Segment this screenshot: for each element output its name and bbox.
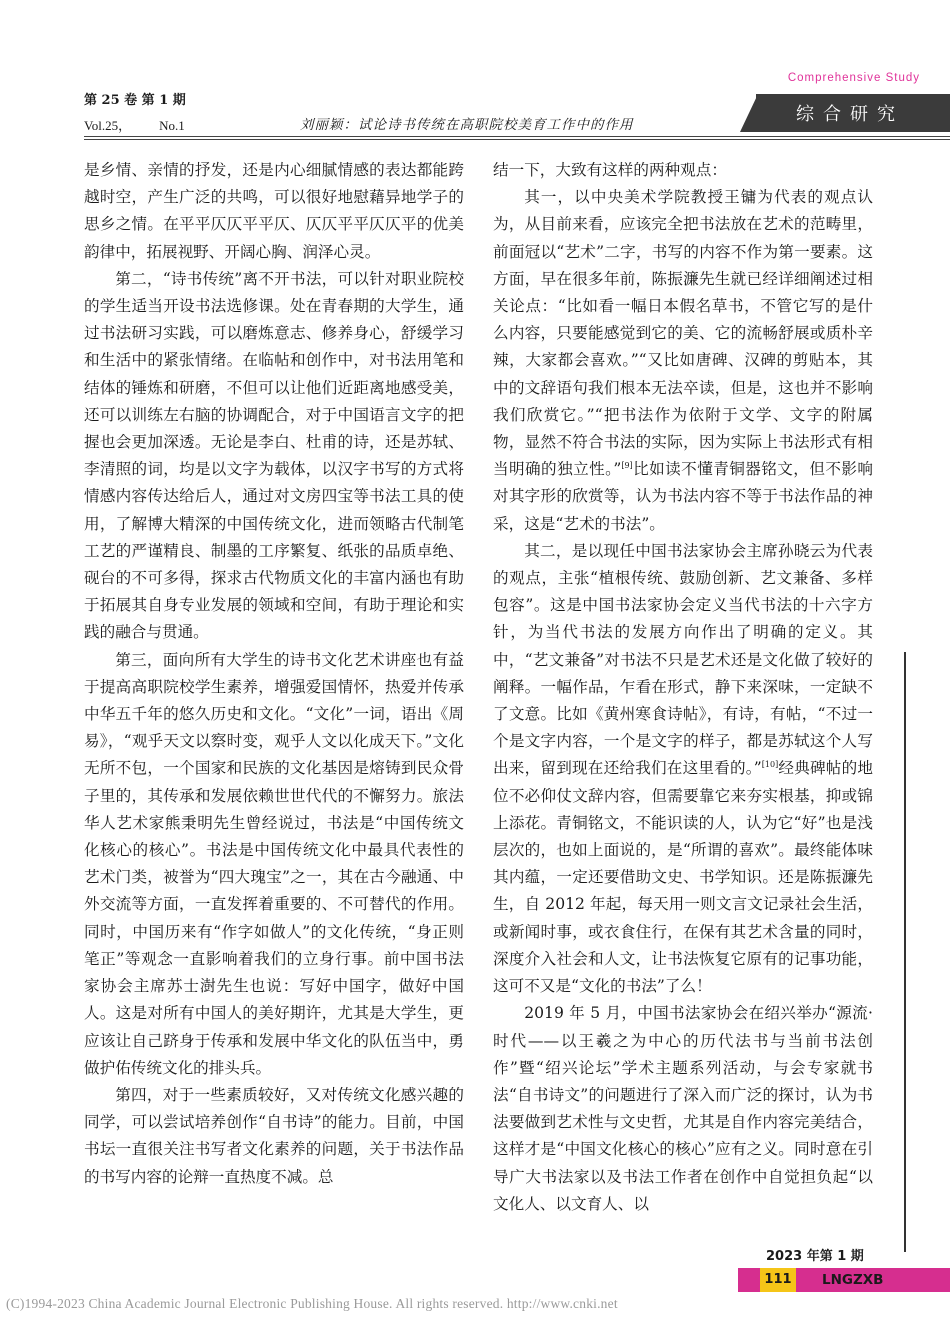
body-paragraph: 结一下，大致有这样的两种观点： <box>493 161 727 179</box>
body-paragraph: 第二，“诗书传统”离不开书法，可以针对职业院校的学生适当开设书法选修课。处在青春期的大学生，通过书法研习实践，可以磨炼意志、修养身心，舒缓学习和生活中的紧张情绪。在临帖和创作中，对书法用笔和结体的锤炼和研磨，不但可以让他们近距离地感受美，还可以训练左右脑的协调配合，对于中国语言文字的把握也会更加深透。无论是李白、杜甫的诗，还是苏轼、李清照的词，均是以文字为载体，以汉字书写的方式将情感内容传达给后人，通过对文房四宝等书法工具的使用，了解博大精深的中国传统文化，进而领略古代制笔工艺的严谨精良、制墨的工序繁复、纸张的品质卓绝、砚台的不可多得，探求古代物质文化的丰富内涵也有助于拓展其自身专业发展的领域和空间，有助于理论和实践的融合与贯通。 <box>84 269 464 642</box>
body-paragraph: 第三，面向所有大学生的诗书文化艺术讲座也有益于提高高职院校学生素养，增强爱国情怀，热爱并传承中华五千年的悠久历史和文化。“文化”一词，语出《周易》，“观乎天文以察时变，观乎人文以化成天下。”文化无所不包，一个国家和民族的文化基因是熔铸到民众骨子里的，其传承和发展依赖世世代代的不懈努力。旅法华人艺术家熊秉明先生曾经说过，书法是“中国传统文化核心的核心”。书法是中国传统文化中最具代表性的艺术门类，被誉为“四大瑰宝”之一，其在古今融通、中外交流等方面，一直发挥着重要的、不可替代的作用。同时，中国历来有“作字如做人”的文化传统，“身正则笔正”等观念一直影响着我们的立身行事。前中国书法家协会主席苏士澍先生也说：写好中国字，做好中国人。这是对所有中国人的美好期许，尤其是大学生，更应该让自己跻身于传承和发展中华文化的队伍当中，勇做护佑传统文化的排头兵。 <box>84 650 464 1077</box>
right-column <box>493 157 873 1218</box>
section-label-zh: 综合研究 <box>796 104 904 125</box>
issue-en: No.1 <box>159 118 185 133</box>
page-number: 111 <box>760 1268 796 1292</box>
header-divider-secondary <box>84 139 950 140</box>
body-paragraph: 2019 年 5 月，中国书法家协会在绍兴举办“源流·时代——以王羲之为中心的历代法书与当前书法创作”暨“绍兴论坛”学术主题系列活动，与会专家就书法“自书诗文”的问题进行了深入而广泛的探讨，认为书法要做到艺术性与文史哲，尤其是自作内容完美结合，这样才是“中国文化核心的核心”应有之义。同时意在引导广大书法家以及书法工作者在创作中自觉担负起“以文化人、以文育人、以 <box>493 1004 873 1213</box>
header-divider <box>84 136 950 137</box>
left-column <box>84 157 464 1191</box>
body-paragraph: 是乡情、亲情的抒发，还是内心细腻情感的表达都能跨越时空，产生广泛的共鸣，可以很好地慰藉异地学子的思乡之情。在平平仄仄平平仄、仄仄平平仄仄平的优美韵律中，拓展视野、开阔心胸、润泽心灵。 <box>84 161 464 261</box>
citation-ref[interactable]: [10] <box>761 760 779 770</box>
volume-en: Vol.25， <box>84 118 132 133</box>
paragraph-text: 比如读不懂青铜器铭文，但不影响对其字形的欣赏等，认为书法内容不等于书法作品的神采，这是“艺术的书法”。 <box>493 460 873 533</box>
copyright-notice: (C)1994-2023 China Academic Journal Electronic Publishing House. All rights reserved. http://www.cnki.net <box>6 1296 618 1311</box>
paragraph-text: 其二，是以现任中国书法家协会主席孙晓云为代表的观点，主张“植根传统、鼓励创新、艺文兼备、多样包容”。这是中国书法家协会定义当代书法的十六字方针，为当代书法的发展方向作出了明确的定义。其中，“艺文兼备”对书法不只是艺术还是文化做了较好的阐释。一幅作品，乍看在形式，静下来深味，一定缺不了文意。比如《黄州寒食诗帖》，有诗，有帖，“不过一个是文字内容，一个是文字的样子，都是苏轼这个人写出来，留到现在还给我们在这里看的。” <box>493 541 873 778</box>
citation-ref[interactable]: [9] <box>621 461 633 471</box>
volume-issue: 第 25 卷 第 1 期 <box>84 93 186 108</box>
margin-rule <box>904 652 906 1252</box>
paragraph-text: 其一，以中央美术学院教授王镛为代表的观点认为，从目前来看，应该完全把书法放在艺术的范畴里，前面冠以“艺术”二字，书写的内容不作为第一要素。这方面，早在很多年前，陈振濂先生就已经详细阐述过相关论点：“比如看一幅日本假名草书，不管它写的是什么内容，只要能感觉到它的美、它的流畅舒展或质朴辛辣，大家都会喜欢。”“又比如唐碑、汉碑的剪贴本，其中的文辞语句我们根本无法卒读，但是，这也并不影响我们欣赏它。”“把书法作为依附于文学、文字的附属物，显然不符合书法的实际，因为实际上书法形式有相当明确的独立性。” <box>493 188 873 479</box>
footer-issue: 2023 年第 1 期 <box>766 1249 864 1264</box>
volume-issue-en <box>84 117 213 135</box>
body-paragraph: 第四，对于一些素质较好，又对传统文化感兴趣的同学，可以尝试培养创作“自书诗”的能力。目前，中国书坛一直很关注书写者文化素养的问题，关于书法作品的书写内容的论辩一直热度不减。总 <box>84 1085 464 1186</box>
body-paragraph <box>493 184 873 538</box>
journal-code: LNGZXB <box>822 1272 884 1288</box>
section-label-en: Comprehensive Study <box>787 72 920 84</box>
running-title: 刘丽颖：试论诗书传统在高职院校美育工作中的作用 <box>300 117 634 133</box>
paragraph-text: 经典碑帖的地位不必仰仗文辞内容，但需要靠它来夯实根基，抑或锦上添花。青铜铭文，不能识读的人，认为它“好”也是浅层次的，也如上面说的，是“所谓的喜欢”。最终能体味其内蕴，一定还要借助文史、书学知识。还是陈振濂先生，自 2012 年起，每天用一则文言文记录社会生活，或新闻时事，或衣食住行，在保有其艺术含量的同时，深度介入社会和人文，让书法恢复它原有的记事功能，这可不又是“文化的书法”了么！ <box>493 759 873 996</box>
body-paragraph <box>493 538 873 1000</box>
